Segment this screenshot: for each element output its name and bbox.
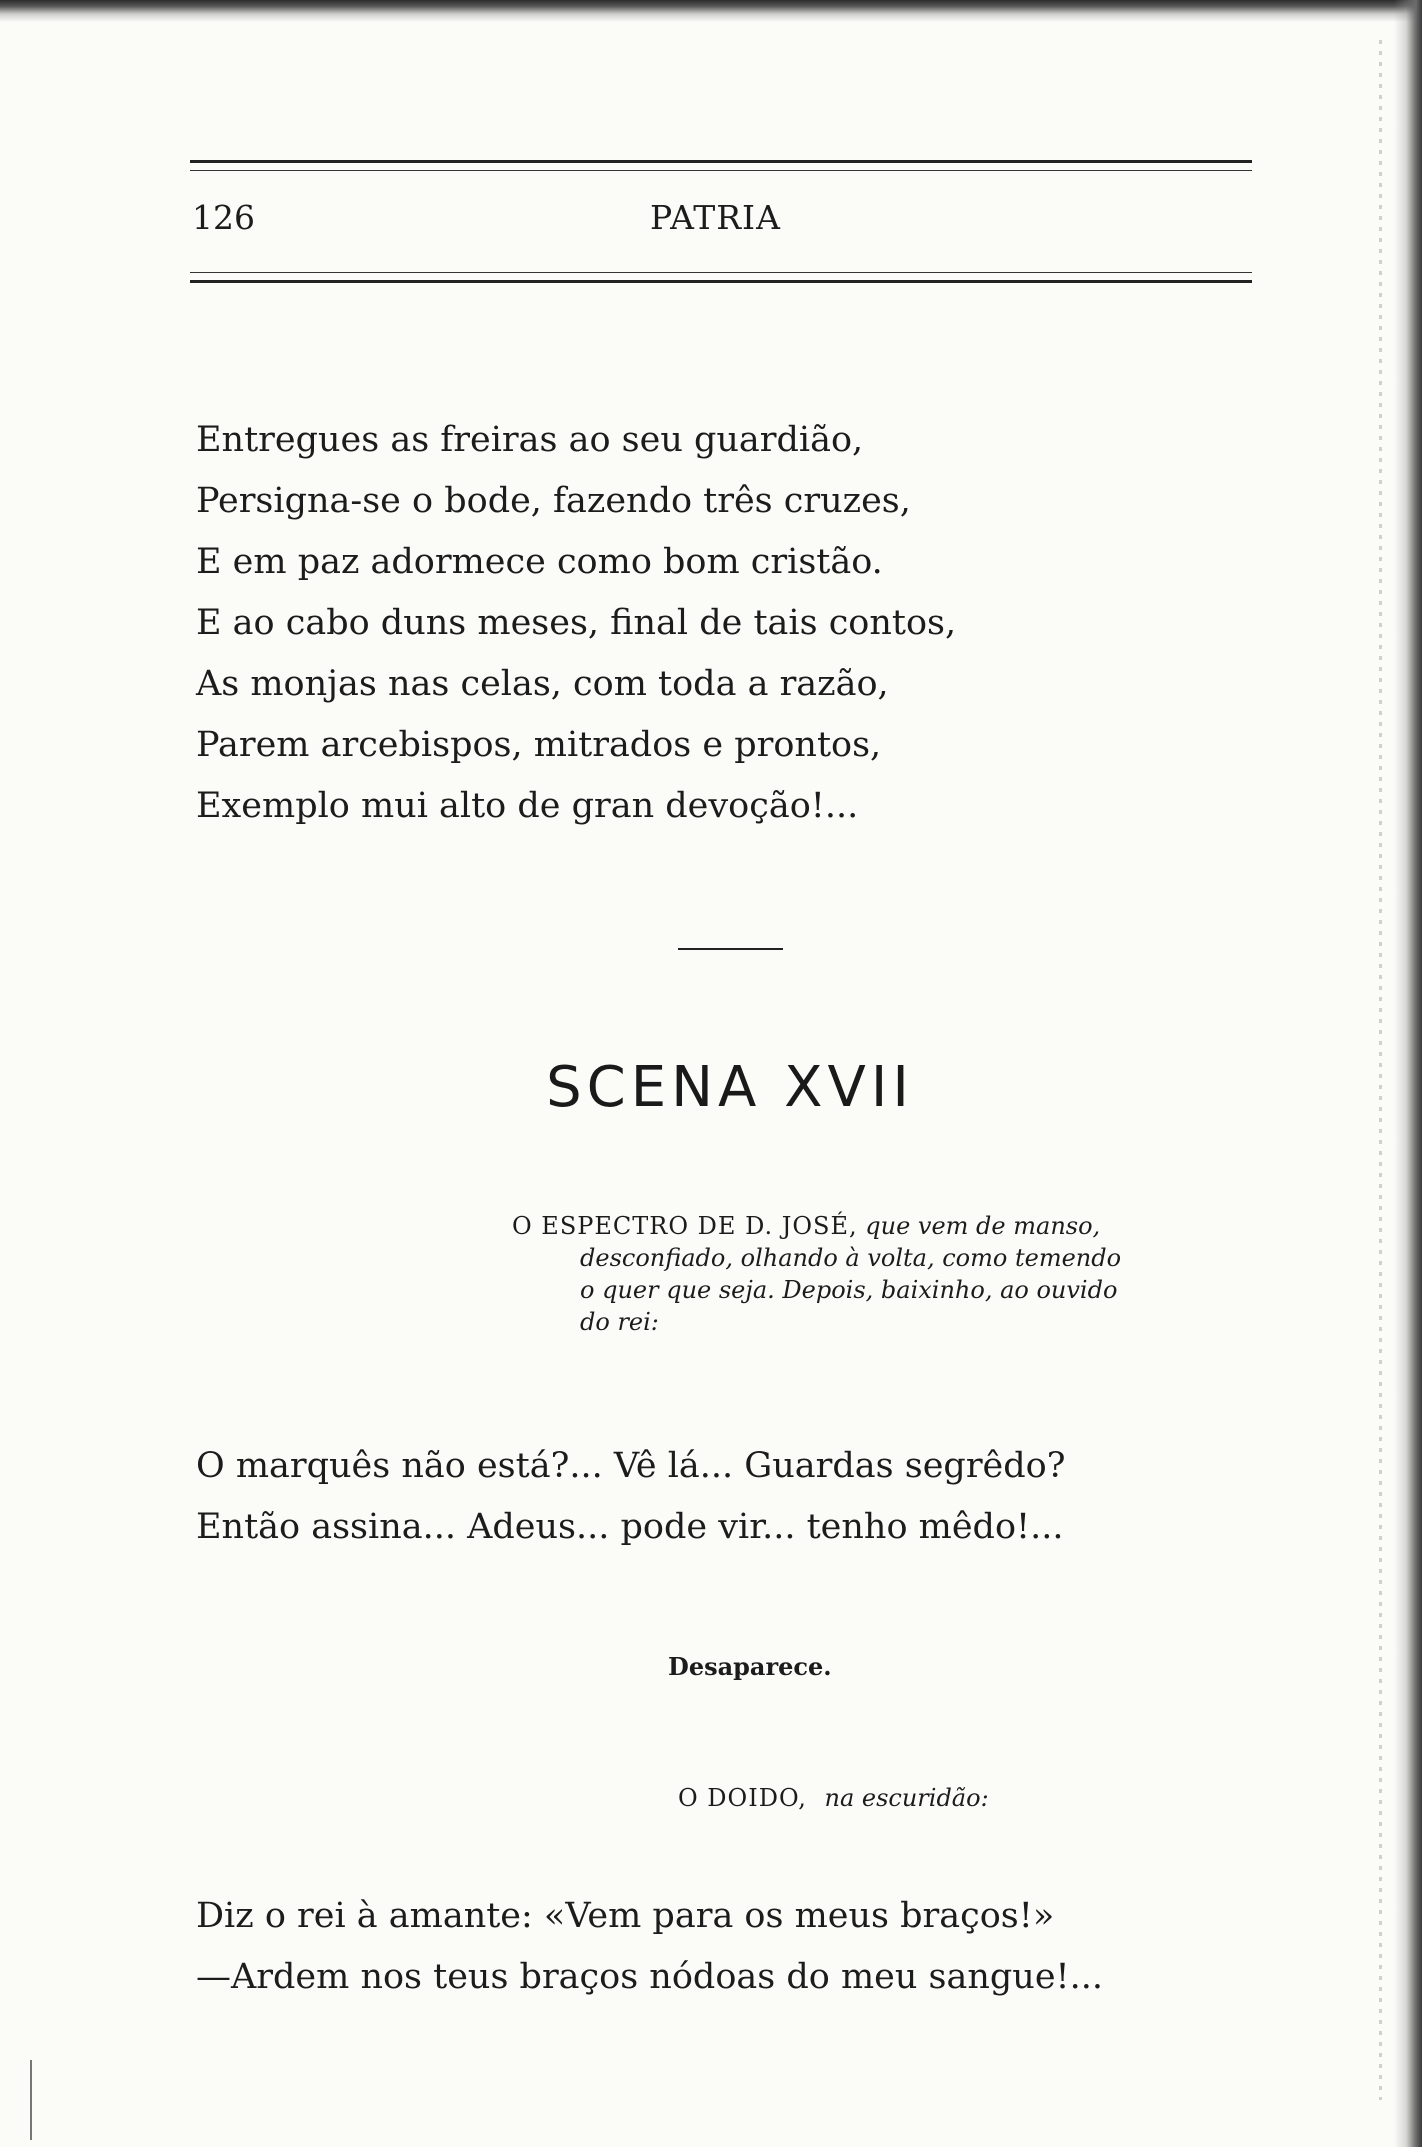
stage-direction-text: na escuridão: xyxy=(824,1784,989,1812)
stage-direction-text: o quer que seja. Depois, baixinho, ao ouvido xyxy=(580,1276,1118,1304)
header-rule-top xyxy=(190,160,1252,163)
header-rule-top-thin xyxy=(190,170,1252,171)
second-speaker xyxy=(678,1784,989,1812)
speaker-name: O DOIDO, xyxy=(678,1784,807,1812)
page-number: 126 xyxy=(192,198,255,237)
header-rule-bottom-thin xyxy=(190,272,1252,273)
verse-line: Persigna-se o bode, fazendo três cruzes, xyxy=(196,481,911,521)
verse-stanza-2 xyxy=(196,1436,1256,1558)
header-rule-bottom xyxy=(190,280,1252,283)
verse-line: Entregues as freiras ao seu guardião, xyxy=(196,420,864,460)
exit-direction: Desaparece. xyxy=(668,1652,832,1681)
verse-line: Parem arcebispos, mitrados e prontos, xyxy=(196,725,882,765)
scan-shadow-top xyxy=(0,0,1422,22)
verse-line: O marquês não está?... Vê lá... Guardas segrêdo? xyxy=(196,1446,1066,1486)
verse-line: E ao cabo duns meses, final de tais contos, xyxy=(196,603,957,643)
stage-direction-text: do rei: xyxy=(580,1308,659,1336)
stage-direction-text: desconfiado, olhando à volta, como temendo xyxy=(580,1244,1122,1272)
stage-direction xyxy=(512,1210,1262,1338)
verse-stanza-1 xyxy=(196,410,1256,837)
stage-direction-text: que vem de manso, xyxy=(865,1212,1101,1240)
verse-stanza-3 xyxy=(196,1886,1256,2008)
verse-line: Exemplo mui alto de gran devoção!... xyxy=(196,786,859,826)
scan-speckle-right xyxy=(1379,40,1382,2100)
scene-title: SCENA XVII xyxy=(546,1055,914,1120)
section-divider xyxy=(678,948,783,950)
scan-speckle-left xyxy=(30,2060,32,2140)
verse-line: Então assina... Adeus... pode vir... tenho mêdo!... xyxy=(196,1507,1064,1547)
verse-line: As monjas nas celas, com toda a razão, xyxy=(196,664,889,704)
verse-line: Diz o rei à amante: «Vem para os meus braços!» xyxy=(196,1896,1055,1936)
speaker-name: O ESPECTRO DE D. JOSÉ, xyxy=(512,1212,858,1240)
verse-line: —Ardem nos teus braços nódoas do meu sangue!... xyxy=(196,1957,1103,1997)
running-title: PATRIA xyxy=(650,198,781,237)
scan-shadow-right xyxy=(1394,0,1422,2147)
verse-line: E em paz adormece como bom cristão. xyxy=(196,542,883,582)
